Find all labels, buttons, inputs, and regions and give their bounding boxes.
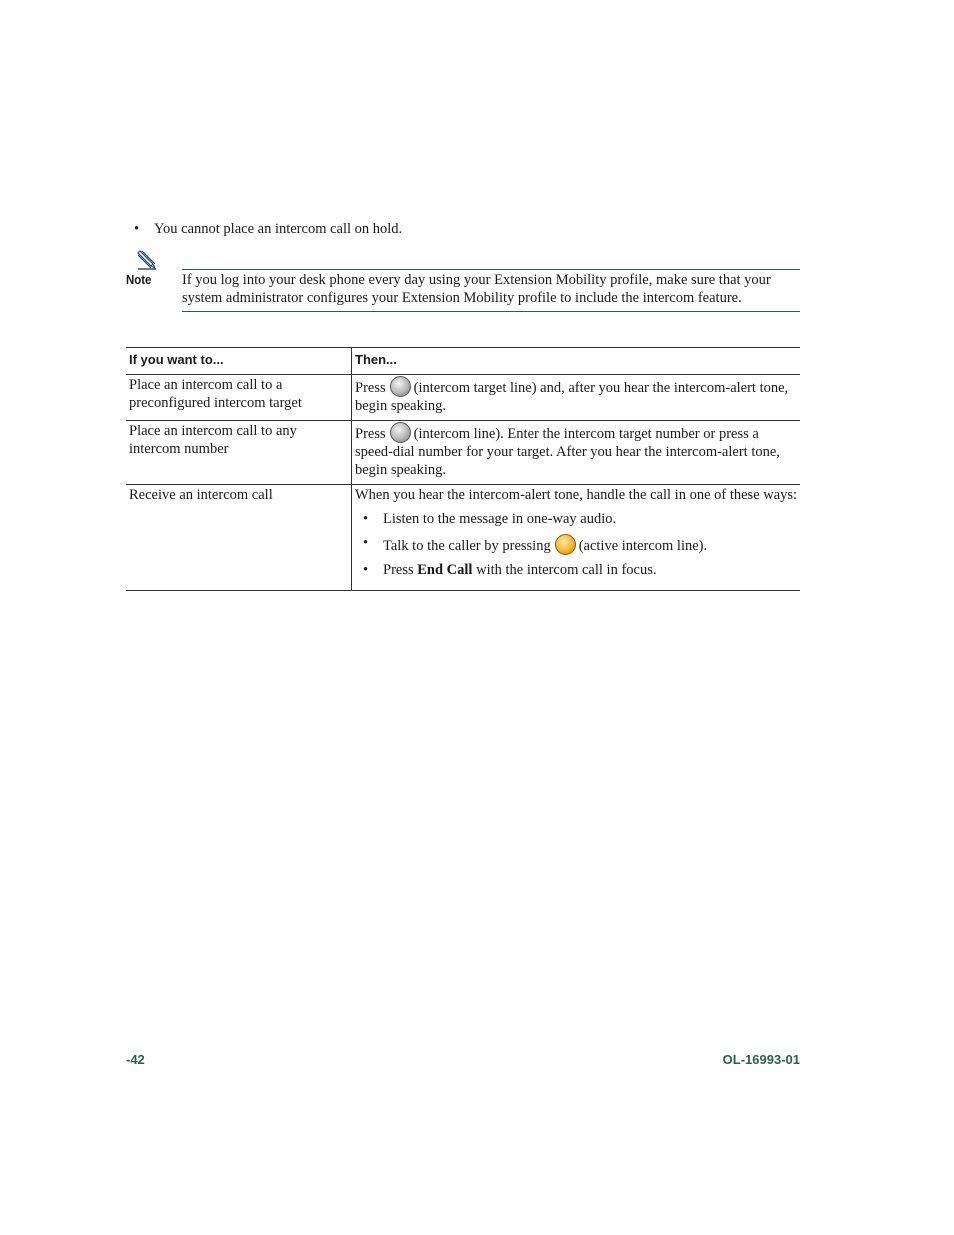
list-item-text-pre: Press <box>383 562 414 578</box>
list-item <box>355 534 798 555</box>
then-cell <box>352 421 801 485</box>
want-cell: Place an intercom call to any intercom number <box>126 421 352 485</box>
table-row <box>126 421 800 485</box>
column-header-want: If you want to... <box>126 348 352 375</box>
gray-intercom-button-icon <box>390 376 411 397</box>
table-header-row <box>126 348 800 375</box>
then-cell <box>352 375 801 421</box>
pencil-note-icon <box>136 248 158 270</box>
column-header-then: Then... <box>352 348 801 375</box>
gray-intercom-button-icon <box>390 422 411 443</box>
intercom-actions-table <box>126 347 800 591</box>
then-text-post: (intercom target line) and, after you hear the intercom-alert tone, begin speaking. <box>355 380 789 414</box>
list-item-text-post: (active intercom line). <box>578 538 708 554</box>
note-label: Note <box>126 272 152 287</box>
bullet-text: You cannot place an intercom call on hold. <box>154 221 403 237</box>
table-row <box>126 485 800 591</box>
table-row <box>126 375 800 421</box>
list-item-text-pre: Talk to the caller by pressing <box>383 538 551 554</box>
then-intro: When you hear the intercom-alert tone, handle the call in one of these ways: <box>355 487 798 503</box>
want-cell: Place an intercom call to a preconfigured intercom target <box>126 375 352 421</box>
list-item-text: Listen to the message in one-way audio. <box>383 511 617 527</box>
then-cell <box>352 485 801 591</box>
options-list <box>355 510 798 579</box>
bullet-dot: • <box>134 221 140 237</box>
then-text-pre: Press <box>355 380 386 396</box>
then-text-pre: Press <box>355 426 386 442</box>
amber-active-intercom-icon <box>555 534 576 555</box>
document-id: OL-16993-01 <box>722 1052 800 1067</box>
end-call-softkey-label: End Call <box>417 562 473 578</box>
list-item <box>355 561 798 579</box>
list-item <box>355 510 798 528</box>
list-item-text-post: with the intercom call in focus. <box>476 562 657 578</box>
then-text-post: (intercom line). Enter the intercom target number or press a speed-dial number for your target. After you hear the intercom-alert tone, begin speaking. <box>355 426 780 478</box>
want-cell: Receive an intercom call <box>126 485 352 591</box>
note-text: If you log into your desk phone every day using your Extension Mobility profile, make sure that your system administrator configures your Extension Mobility profile to include the intercom feature. <box>182 269 800 312</box>
bullet-item <box>134 220 402 238</box>
page-number: -42 <box>126 1052 145 1067</box>
